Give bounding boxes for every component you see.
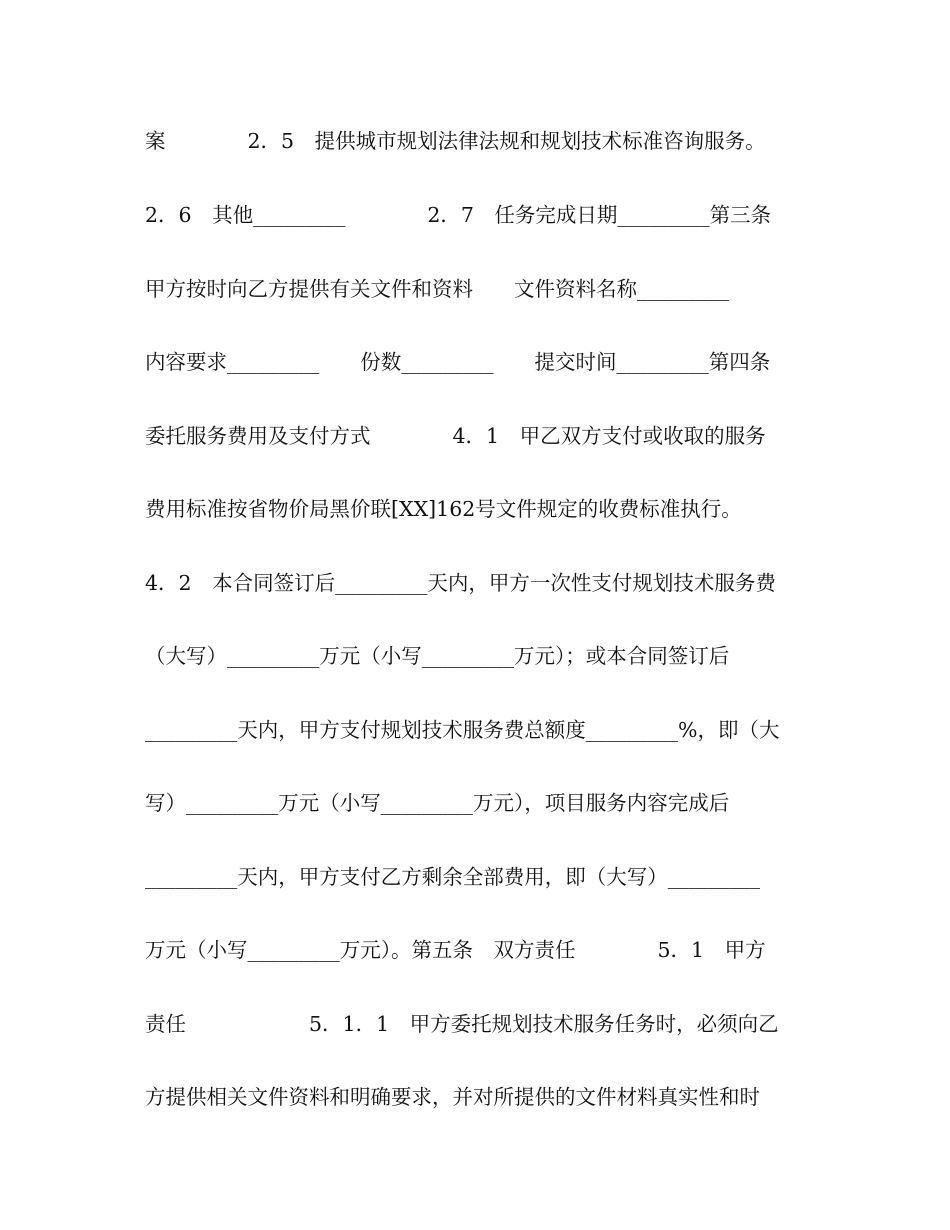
text-line-5: 委托服务费用及支付方式 4．1 甲乙双方支付或收取的服务 — [145, 424, 766, 448]
text-line-12: 万元（小写_________万元）。第五条 双方责任 5．1 甲方 — [145, 938, 766, 962]
text-line-2: 2．6 其他_________ 2．7 任务完成日期_________第三条 — [145, 203, 772, 227]
text-line-1: 案 2．5 提供城市规划法律法规和规划技术标准咨询服务。 — [145, 129, 766, 153]
text-line-6: 费用标准按省物价局黑价联[XX]162号文件规定的收费标准执行。 — [145, 497, 742, 521]
text-line-11: _________天内，甲方支付乙方剩余全部费用，即（大写）_________ — [145, 865, 760, 889]
text-line-4: 内容要求_________ 份数_________ 提交时间_________第四条 — [145, 350, 771, 374]
text-line-10: 写）_________万元（小写_________万元），项目服务内容完成后 — [145, 791, 730, 815]
text-line-7: 4．2 本合同签订后_________天内，甲方一次性支付规划技术服务费 — [145, 571, 776, 595]
text-line-3: 甲方按时向乙方提供有关文件和资料 文件资料名称_________ — [145, 277, 730, 301]
text-line-14: 方提供相关文件资料和明确要求，并对所提供的文件材料真实性和时 — [145, 1085, 760, 1109]
text-line-9: _________天内，甲方支付规划技术服务费总额度_________%，即（大 — [145, 718, 780, 742]
text-line-13: 责任 5．1．1 甲方委托规划技术服务任务时，必须向乙 — [145, 1012, 779, 1036]
text-line-8: （大写）_________万元（小写_________万元）；或本合同签订后 — [145, 644, 730, 668]
